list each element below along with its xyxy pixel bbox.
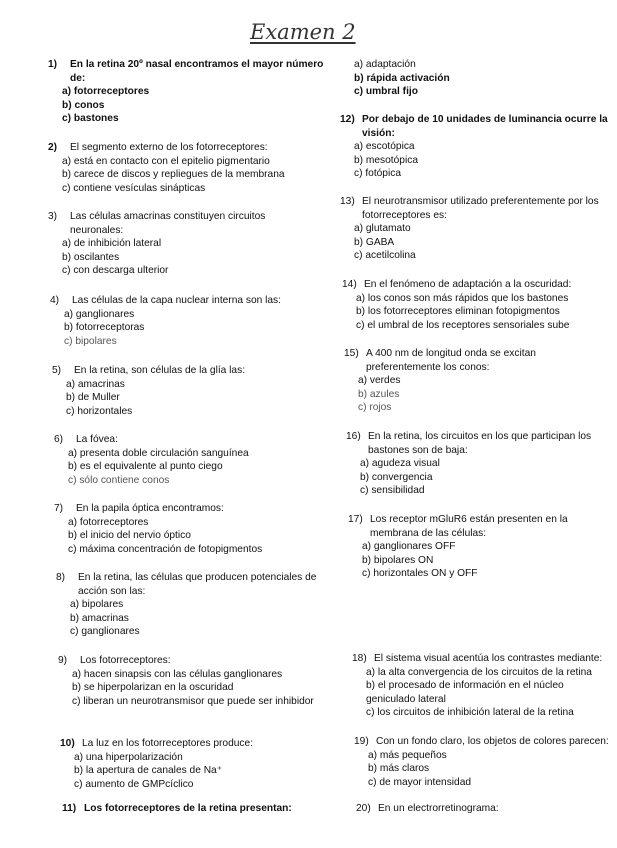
option-b: b) azules (358, 388, 400, 400)
question-stem: El neurotransmisor utilizado preferentemente por los fotorreceptores es: (362, 196, 599, 221)
question-11 (62, 802, 292, 816)
option-b: b) conos (62, 99, 105, 111)
option-b: b) bipolares ON (362, 554, 434, 566)
question-14 (342, 278, 571, 332)
option-b: b) el procesado de información en el núcleo geniculado lateral (366, 680, 564, 705)
question-stem: En la papila óptica encontramos: (76, 503, 224, 514)
option-a: a) más pequeños (368, 749, 447, 761)
question-stem: En la retina 20º nasal encontramos el mayor número de: (70, 59, 324, 84)
option-c: c) ganglionares (70, 626, 140, 637)
option-b: b) de Muller (66, 392, 120, 403)
question-stem: El segmento externo de los fotorreceptores: (70, 142, 268, 153)
option-c: c) horizontales ON y OFF (362, 568, 478, 579)
question-20 (356, 802, 499, 816)
option-a: a) de inhibición lateral (62, 238, 162, 249)
option-a: a) adaptación (354, 59, 416, 70)
question-number: 15) (344, 348, 359, 359)
option-a: a) ganglionares OFF (362, 541, 456, 552)
option-b: b) fotorreceptoras (64, 322, 145, 333)
question-15 (344, 347, 536, 415)
option-b: b) es el equivalente al punto ciego (68, 461, 223, 472)
question-6 (54, 433, 249, 487)
question-number: 5) (52, 365, 62, 376)
question-9 (58, 654, 314, 708)
option-c: c) umbral fijo (354, 86, 418, 97)
option-a: a) los conos son más rápidos que los bastones (356, 292, 569, 304)
option-b: b) amacrinas (70, 612, 129, 624)
question-4 (50, 294, 281, 348)
question-number: 13) (340, 196, 355, 207)
option-b: b) rápida activación (354, 72, 450, 84)
question-7 (54, 502, 262, 556)
option-a: a) hacen sinapsis con las células ganglionares (72, 668, 283, 680)
option-c: c) sensibilidad (360, 485, 425, 496)
option-c: c) aumento de GMPcíclico (74, 778, 194, 790)
option-b: b) se hiperpolarizan en la oscuridad (72, 682, 234, 693)
option-c: c) con descarga ulterior (62, 265, 169, 276)
option-b: b) mesotópica (354, 154, 418, 166)
question-stem: Las células de la capa nuclear interna son las: (72, 295, 281, 306)
option-a: a) fotorreceptores (62, 86, 150, 97)
option-a: a) está en contacto con el epitelio pigmentario (62, 155, 270, 167)
question-number: 2) (48, 142, 58, 153)
question-13 (340, 195, 599, 263)
option-c: c) horizontales (66, 405, 133, 417)
option-c: c) bipolares (64, 335, 117, 347)
option-a: a) una hiperpolarización (74, 751, 183, 763)
option-c: c) liberan un neurotransmisor que puede ser inhibidor (72, 695, 314, 707)
option-a: a) ganglionares (64, 308, 135, 320)
option-b: b) la apertura de canales de Na⁺ (74, 765, 223, 776)
option-c: c) contiene vesículas sinápticas (62, 182, 206, 194)
question-2 (48, 141, 285, 195)
question-stem: En la retina, las células que producen potenciales de acción son las: (78, 572, 317, 597)
option-c: c) el umbral de los receptores sensoriales sube (356, 319, 570, 331)
question-number: 11) (62, 803, 77, 814)
option-a: a) verdes (358, 375, 401, 386)
question-stem: En la retina, son células de la glía las: (74, 365, 246, 376)
question-11-options (340, 58, 450, 99)
question-number: 18) (352, 653, 367, 664)
question-number: 19) (354, 736, 369, 747)
question-stem: A 400 nm de longitud onda se excitan preferentemente los conos: (366, 348, 536, 373)
option-c: c) fotópica (354, 168, 401, 179)
option-c: c) sólo contiene conos (68, 474, 170, 486)
question-number: 8) (56, 572, 66, 583)
question-number: 14) (342, 279, 357, 290)
question-number: 17) (348, 514, 363, 525)
question-stem: Los receptor mGluR6 están presenten en la membrana de las células: (370, 514, 568, 539)
question-number: 1) (48, 59, 58, 70)
question-stem: En el fenómeno de adaptación a la oscuridad: (364, 279, 572, 290)
question-number: 3) (48, 211, 58, 222)
question-number: 6) (54, 434, 64, 445)
question-stem: La fóvea: (76, 434, 118, 445)
option-b: b) carece de discos y repliegues de la membrana (62, 169, 285, 180)
question-3 (48, 210, 265, 278)
question-number: 9) (58, 655, 68, 666)
option-c: c) bastones (62, 113, 119, 124)
question-10 (60, 737, 253, 791)
option-c: c) rojos (358, 402, 392, 413)
question-stem: En un electrorretinograma: (378, 803, 499, 814)
question-stem: Por debajo de 10 unidades de luminancia ocurre la visión: (362, 114, 608, 139)
question-number: 12) (340, 114, 355, 125)
option-a: a) fotorreceptores (68, 516, 149, 528)
question-16 (346, 430, 591, 498)
option-b: b) el inicio del nervio óptico (68, 530, 191, 541)
option-a: a) la alta convergencia de los circuitos de la retina (366, 666, 592, 678)
option-a: a) amacrinas (66, 378, 125, 390)
question-18 (352, 652, 602, 720)
question-stem: Las células amacrinas constituyen circuitos neuronales: (70, 211, 266, 236)
option-a: a) bipolares (70, 599, 124, 610)
question-5 (52, 364, 245, 418)
option-b: b) convergencia (360, 471, 433, 483)
option-a: a) escotópica (354, 141, 415, 152)
question-number: 4) (50, 295, 60, 306)
question-stem: Los fotorreceptores: (80, 655, 171, 666)
exam-title: Examen 2 (250, 20, 356, 44)
question-stem: La luz en los fotorreceptores produce: (82, 738, 254, 749)
question-1 (48, 58, 323, 126)
question-stem: Con un fondo claro, los objetos de colores parecen: (376, 736, 609, 747)
question-stem: En la retina, los circuitos en los que participan los bastones son de baja: (368, 431, 592, 456)
question-8 (56, 571, 316, 639)
question-number: 20) (356, 803, 371, 814)
question-number: 16) (346, 431, 361, 442)
option-a: a) presenta doble circulación sanguínea (68, 447, 249, 459)
question-12 (340, 113, 608, 181)
option-b: b) los fotorreceptores eliminan fotopigmentos (356, 306, 560, 317)
option-c: c) de mayor intensidad (368, 776, 472, 788)
option-c: c) los circuitos de inhibición lateral de la retina (366, 707, 574, 718)
question-number: 10) (60, 738, 75, 749)
option-b: b) oscilantes (62, 251, 120, 263)
option-b: b) más claros (368, 763, 430, 774)
option-a: a) agudeza visual (360, 458, 440, 469)
question-17 (348, 513, 568, 581)
question-19 (354, 735, 609, 789)
question-number: 7) (54, 503, 64, 514)
option-a: a) glutamato (354, 223, 411, 234)
option-c: c) máxima concentración de fotopigmentos (68, 543, 263, 555)
question-stem: El sistema visual acentúa los contrastes mediante: (374, 653, 603, 664)
option-c: c) acetilcolina (354, 250, 416, 261)
option-b: b) GABA (354, 236, 395, 248)
question-stem: Los fotorreceptores de la retina presentan: (84, 803, 292, 814)
